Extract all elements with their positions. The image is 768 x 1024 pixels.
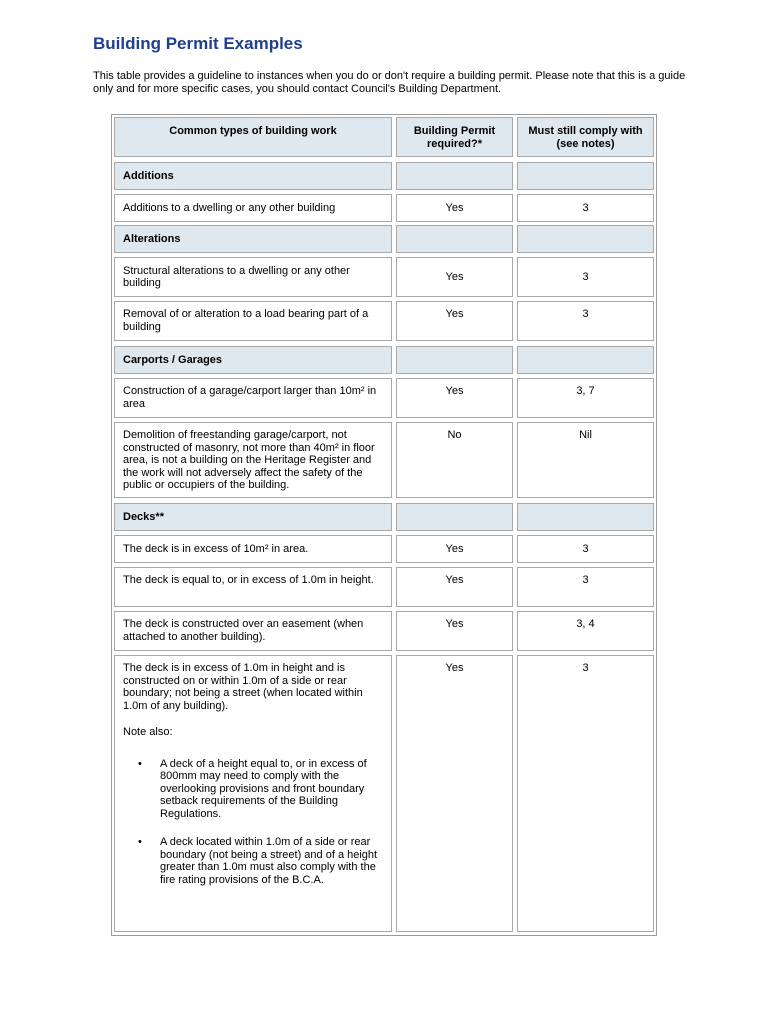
- header-work: Common types of building work: [114, 117, 392, 157]
- section-alterations-permit-blank: [396, 225, 513, 253]
- row-permit: Yes: [396, 194, 513, 222]
- row-comply: 3: [517, 301, 654, 341]
- note-bullet-text: A deck located within 1.0m of a side or rear boundary (not being a street) and of a height greater than 1.0m must also comply with the fire rating provisions of the B.C.A.: [160, 836, 378, 886]
- note-label: Note also:: [123, 726, 173, 738]
- section-additions: Additions: [114, 162, 392, 190]
- note-bullet: [123, 758, 383, 821]
- header-comply: Must still comply with (see notes): [517, 117, 654, 157]
- row-permit: No: [396, 422, 513, 498]
- row-comply: Nil: [517, 422, 654, 498]
- row-permit: Yes: [396, 535, 513, 563]
- row-permit: Yes: [396, 257, 513, 297]
- row-desc: The deck is constructed over an easement (when attached to another building).: [114, 611, 392, 651]
- note-bullet-text: A deck of a height equal to, or in excess of 800mm may need to comply with the overlooking provisions and front boundary setback requirements of the Building Regulations.: [160, 757, 367, 820]
- row-desc: [114, 257, 392, 297]
- row-desc: [114, 194, 392, 222]
- section-carports-comply-blank: [517, 346, 654, 374]
- section-additions-comply-blank: [517, 162, 654, 190]
- row-desc: The deck is equal to, or in excess of 1.0m in height.: [114, 567, 392, 607]
- row-desc-with-notes: [114, 655, 392, 932]
- row-desc-text: The deck is in excess of 10m² in area.: [123, 542, 309, 555]
- row-comply: 3: [517, 655, 654, 932]
- row-desc: Demolition of freestanding garage/carport, not constructed of masonry, not more than 40m² in floor area, is not a building on the Heritage Register and the work will not adversely affect the safety of the public or occupiers of the building.: [114, 422, 392, 498]
- row-comply: 3: [517, 535, 654, 563]
- row-desc-text: The deck is in excess of 1.0m in height and is constructed on or within 1.0m of a side or rear boundary; not being a street (when located within 1.0m of any building).: [123, 662, 363, 712]
- section-decks-comply-blank: [517, 503, 654, 531]
- row-desc: Removal of or alteration to a load bearing part of a building: [114, 301, 392, 341]
- section-decks-permit-blank: [396, 503, 513, 531]
- section-carports-permit-blank: [396, 346, 513, 374]
- row-permit: Yes: [396, 301, 513, 341]
- bullet-glyph: •: [138, 757, 142, 770]
- row-comply: 3, 4: [517, 611, 654, 651]
- row-comply: 3: [517, 194, 654, 222]
- header-permit: Building Permit required?*: [396, 117, 513, 157]
- note-bullet: [123, 836, 383, 886]
- page-title: Building Permit Examples: [93, 34, 303, 53]
- row-comply: 3: [517, 567, 654, 607]
- intro-paragraph: This table provides a guideline to instances when you do or don't require a building permit. Please note that this is a guide only and for more specific cases, you should contact Council's Building Department.: [93, 70, 686, 95]
- row-permit: Yes: [396, 378, 513, 418]
- row-permit: Yes: [396, 655, 513, 932]
- section-carports: Carports / Garages: [114, 346, 392, 374]
- row-desc: Construction of a garage/carport larger than 10m² in area: [114, 378, 392, 418]
- row-comply: 3, 7: [517, 378, 654, 418]
- section-additions-permit-blank: [396, 162, 513, 190]
- row-comply: 3: [517, 257, 654, 297]
- section-alterations-comply-blank: [517, 225, 654, 253]
- row-permit: Yes: [396, 611, 513, 651]
- row-desc-text: Additions to a dwelling or any other building: [123, 201, 336, 214]
- bullet-glyph: •: [138, 836, 142, 848]
- row-desc-text: Structural alterations to a dwelling or any other building: [123, 264, 350, 289]
- section-decks: Decks**: [114, 503, 392, 531]
- section-alterations: Alterations: [114, 225, 392, 253]
- row-permit: Yes: [396, 567, 513, 607]
- row-desc: [114, 535, 392, 563]
